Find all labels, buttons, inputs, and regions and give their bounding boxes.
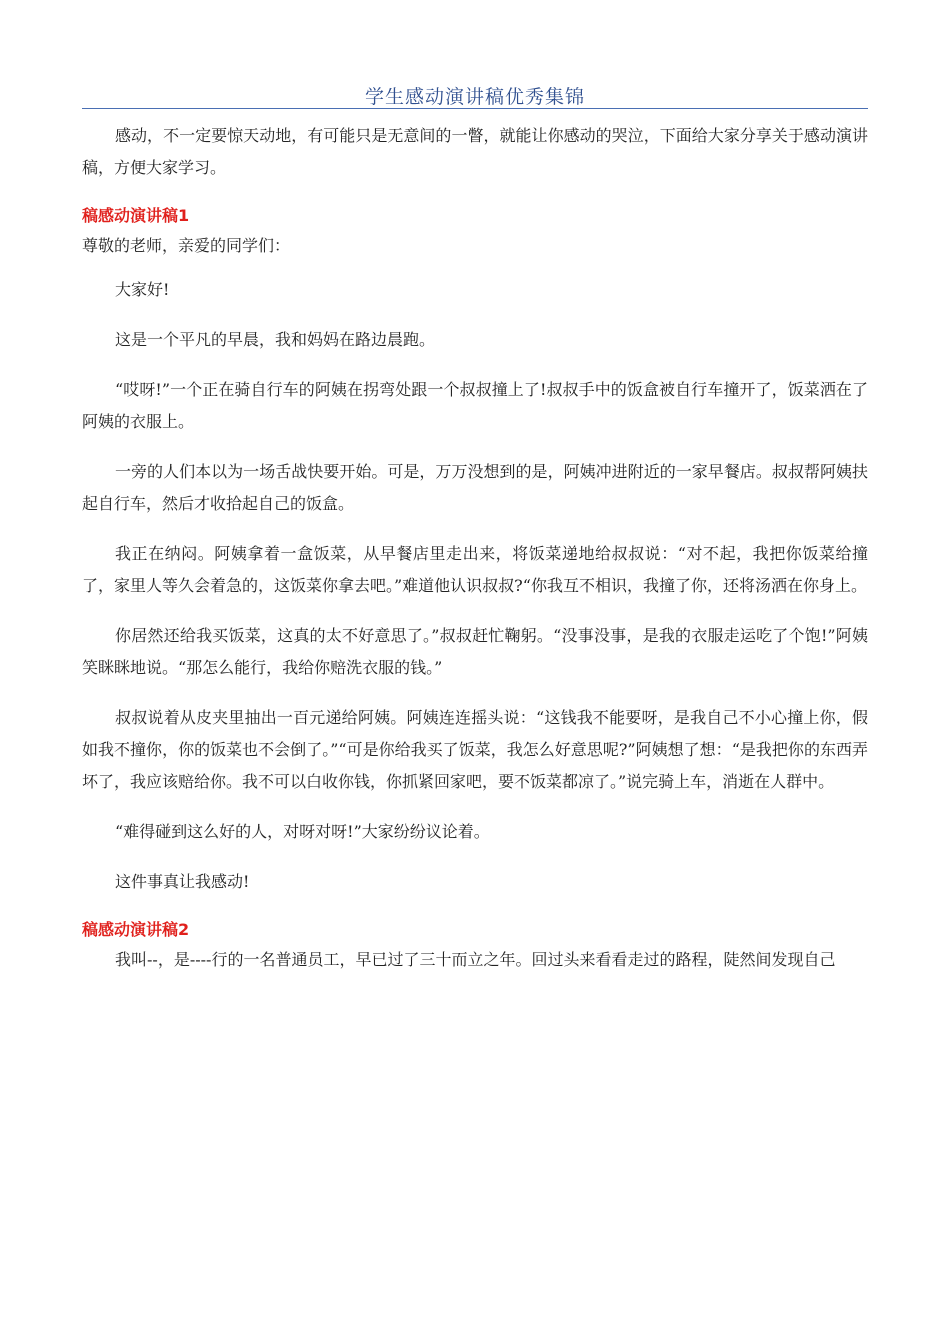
paragraph: 我正在纳闷。阿姨拿着一盒饭菜，从早餐店里走出来，将饭菜递地给叔叔说：“对不起，我把你饭菜给撞了，家里人等久会着急的，这饭菜你拿去吧。”难道他认识叔叔?“你我互不相识，我撞了你，还将汤洒在你身上。 bbox=[82, 544, 868, 595]
section-heading-2: 稿感动演讲稿2 bbox=[82, 920, 190, 939]
paragraph: “难得碰到这么好的人，对呀对呀!”大家纷纷议论着。 bbox=[115, 822, 490, 841]
salutation: 尊敬的老师，亲爱的同学们： bbox=[82, 236, 291, 255]
title-divider bbox=[82, 108, 868, 109]
paragraph: 你居然还给我买饭菜，这真的太不好意思了。”叔叔赶忙鞠躬。“没事没事，是我的衣服走运吃了个饱!”阿姨笑眯眯地说。“那怎么能行，我给你赔洗衣服的钱。” bbox=[82, 626, 868, 677]
document-body bbox=[82, 120, 868, 976]
paragraph: 大家好! bbox=[115, 280, 170, 299]
paragraph: “哎呀!”一个正在骑自行车的阿姨在拐弯处跟一个叔叔撞上了!叔叔手中的饭盒被自行车撞开了，饭菜洒在了阿姨的衣服上。 bbox=[82, 380, 868, 431]
document-title: 学生感动演讲稿优秀集锦 bbox=[364, 86, 585, 108]
paragraph: 一旁的人们本以为一场舌战快要开始。可是，万万没想到的是，阿姨冲进附近的一家早餐店。叔叔帮阿姨扶起自行车，然后才收拾起自己的饭盒。 bbox=[82, 462, 868, 513]
intro-paragraph: 感动，不一定要惊天动地，有可能只是无意间的一瞥，就能让你感动的哭泣，下面给大家分享关于感动演讲稿，方便大家学习。 bbox=[82, 126, 868, 177]
section-heading-1: 稿感动演讲稿1 bbox=[82, 206, 190, 225]
paragraph: 叔叔说着从皮夹里抽出一百元递给阿姨。阿姨连连摇头说：“这钱我不能要呀，是我自己不小心撞上你，假如我不撞你，你的饭菜也不会倒了。”“可是你给我买了饭菜，我怎么好意思呢?”阿姨想了想：“是我把你的东西弄坏了，我应该赔给你。我不可以白收你钱，你抓紧回家吧，要不饭菜都凉了。”说完骑上车，消逝在人群中。 bbox=[82, 708, 868, 791]
paragraph: 这是一个平凡的早晨，我和妈妈在路边晨跑。 bbox=[115, 330, 436, 349]
paragraph: 这件事真让我感动! bbox=[115, 872, 250, 891]
paragraph: 我叫--，是----行的一名普通员工，早已过了三十而立之年。回过头来看看走过的路程，陡然间发现自己 bbox=[115, 950, 836, 969]
